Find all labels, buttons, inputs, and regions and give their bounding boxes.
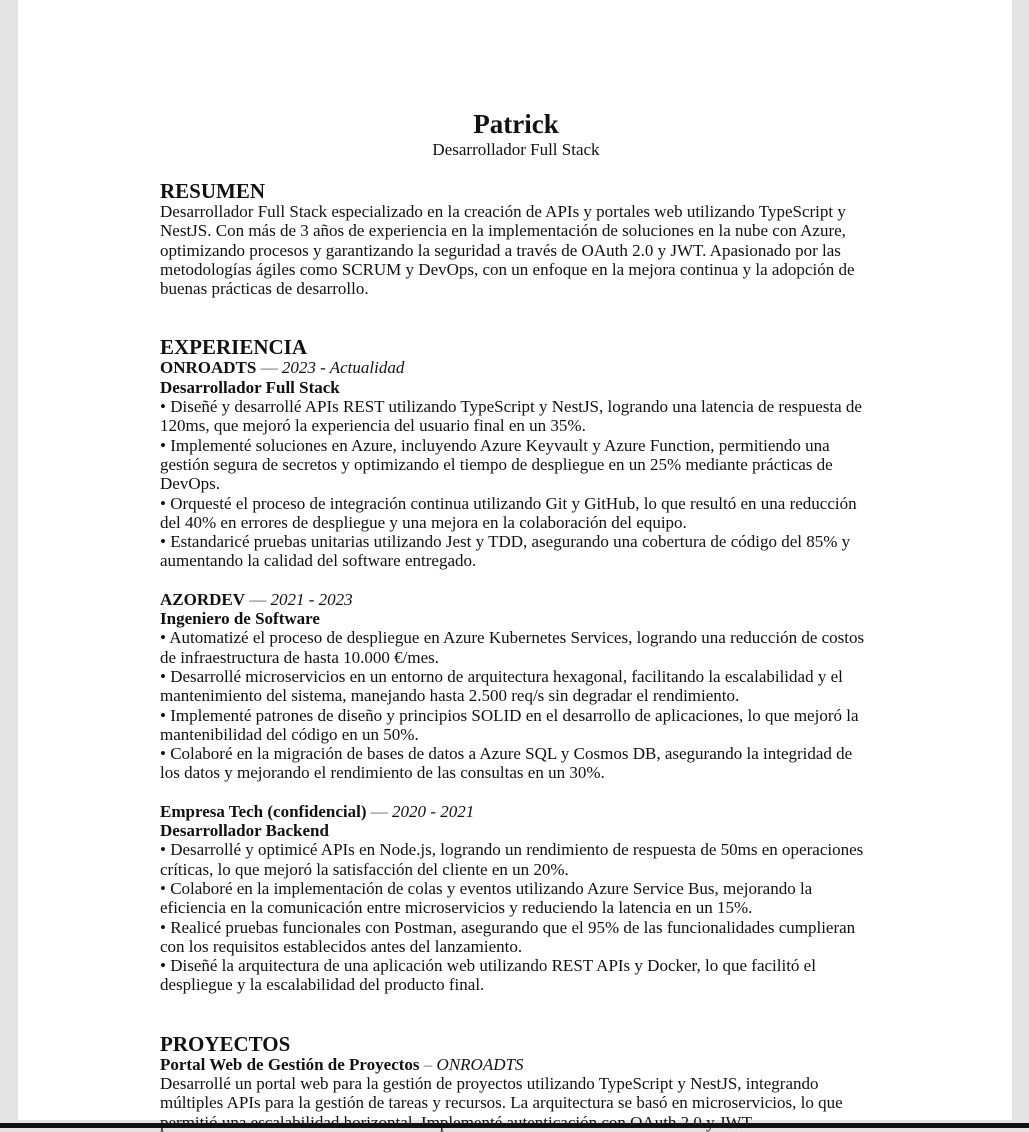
resume-content — [160, 108, 872, 1132]
summary-text: Desarrollador Full Stack especializado en la creación de APIs y portales web utilizando TypeScript y NestJS. Con más de 3 años de experiencia en la implementación de soluciones en la nube con Azure, optimizando procesos y garantizando la seguridad a través de OAuth 2.0 y JWT. Apasionado por las metodologías ágiles como SCRUM y DevOps, con un enfoque en la mejora continua y la adopción de buenas prácticas de desarrollo. — [160, 202, 855, 299]
section-experiencia — [160, 336, 872, 994]
job-bullet: • Diseñé la arquitectura de una aplicación web utilizando REST APIs y Docker, lo que facilitó el despliegue y la escalabilidad del producto final. — [160, 956, 816, 995]
job-bullet: • Automatizé el proceso de despliegue en Azure Kubernetes Services, logrando una reducción de costos de infraestructura de hasta 10.000 €/mes. — [160, 628, 865, 667]
project-company: ONROADTS — [436, 1054, 524, 1074]
job-bullet: • Implementé soluciones en Azure, incluyendo Azure Keyvault y Azure Function, permitiendo una gestión segura de secretos y optimizando el tiempo de despliegue en un 25% mediante prácticas de DevOps. — [160, 435, 833, 494]
company-name: AZORDEV — [160, 589, 246, 609]
project-title: Portal Web de Gestión de Proyectos — [160, 1054, 420, 1074]
section-heading: RESUMEN — [160, 179, 266, 203]
job-title: Desarrollador Full Stack — [160, 377, 340, 397]
section-proyectos — [160, 1033, 872, 1132]
project-entry — [160, 1055, 872, 1132]
job-bullet: • Colaboré en la migración de bases de datos a Azure SQL y Cosmos DB, asegurando la integridad de los datos y mejorando el rendimiento de las consultas en un 30%. — [160, 744, 853, 783]
job-header — [160, 590, 872, 609]
job-bullet: • Desarrollé microservicios en un entorno de arquitectura hexagonal, facilitando la escalabilidad y el mantenimiento del sistema, manejando hasta 2.500 req/s sin degradar el rendimiento. — [160, 666, 843, 706]
separator: – — [419, 1054, 437, 1074]
company-name: Empresa Tech (confidencial) — [160, 801, 367, 821]
company-name: ONROADTS — [160, 358, 257, 378]
job-bullet: • Realicé pruebas funcionales con Postman, asegurando que el 95% de las funcionalidades cumplieran con los requisitos establecidos antes del lanzamiento. — [160, 917, 856, 956]
candidate-role: Desarrollador Full Stack — [432, 140, 600, 159]
job-bullet: • Desarrollé y optimicé APIs en Node.js, logrando un rendimiento de respuesta de 50ms en operaciones críticas, lo que mejoró la satisfacción del cliente en un 20%. — [160, 840, 864, 879]
job-header — [160, 802, 872, 821]
job-entry — [160, 358, 872, 570]
job-bullet: • Colaboré en la implementación de colas y eventos utilizando Azure Service Bus, mejorando la eficiencia en la comunicación entre microservicios y reduciendo la latencia en un 15%. — [160, 878, 813, 918]
job-entry — [160, 802, 872, 995]
section-resumen — [160, 180, 872, 298]
job-bullet: • Implementé patrones de diseño y principios SOLID en el desarrollo de aplicaciones, lo que mejoró la mantenibilidad del código en un 50%. — [160, 705, 859, 744]
project-header — [160, 1055, 872, 1074]
project-description: Desarrollé un portal web para la gestión de proyectos utilizando TypeScript y NestJS, integrando múltiples APIs para la gestión de tareas y recursos. La arquitectura se basó en microservicios, lo que — [160, 1073, 843, 1113]
separator: — — [245, 589, 271, 609]
job-bullet: • Orquesté el proceso de integración continua utilizando Git y GitHub, lo que resultó en una reducción del 40% en errores de despliegue y una mejora en la colaboración del equipo. — [160, 493, 857, 532]
job-dates: 2021 - 2023 — [270, 589, 353, 609]
job-title: Desarrollador Backend — [160, 821, 329, 841]
job-dates: 2020 - 2021 — [392, 801, 475, 821]
job-title: Ingeniero de Software — [160, 609, 320, 629]
window-bottom-edge — [0, 1123, 1029, 1128]
candidate-name: Patrick — [473, 109, 559, 139]
section-heading: EXPERIENCIA — [160, 335, 308, 360]
separator: — — [256, 358, 282, 378]
job-dates: 2023 - Actualidad — [281, 358, 405, 378]
job-bullet: • Diseñé y desarrollé APIs REST utilizando TypeScript y NestJS, logrando una latencia de respuesta de 120ms, que mejoró la experiencia del usuario final en un 35%. — [160, 397, 862, 436]
resume-page — [18, 0, 1012, 1120]
job-header — [160, 358, 872, 377]
job-bullet: • Estandaricé pruebas unitarias utilizando Jest y TDD, asegurando una cobertura de código del 85% y aumentando la calidad del software entregado. — [160, 532, 851, 571]
job-entry — [160, 590, 872, 783]
separator: — — [366, 801, 393, 821]
section-heading: PROYECTOS — [160, 1031, 291, 1056]
